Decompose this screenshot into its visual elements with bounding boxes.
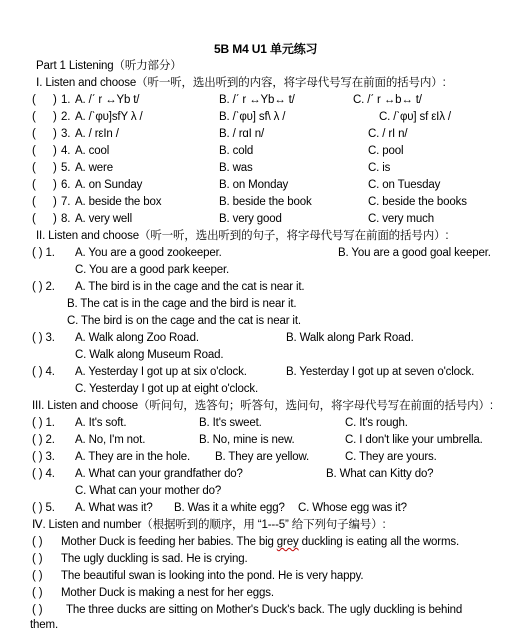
- answer-paren-open: (: [32, 128, 36, 140]
- answer-paren-close: ): [53, 162, 57, 174]
- answer-paren-open: (: [32, 111, 36, 123]
- item-number: 5.: [61, 162, 71, 174]
- sentence-5: The three ducks are sitting on Mother's Duck's back. The ugly duckling is behind: [66, 604, 463, 616]
- option-b: B. cold: [219, 145, 254, 157]
- answer-paren-open: (: [32, 145, 36, 157]
- option-c: C. /ˋφυ] sf εIλ /: [379, 111, 451, 123]
- option-c: C. beside the books: [368, 196, 467, 208]
- item-number: 6.: [61, 179, 71, 191]
- question-number: ( ) 1.: [32, 247, 55, 259]
- option-b: B. on Monday: [219, 179, 289, 191]
- answer-paren-close: ): [53, 179, 57, 191]
- answer-paren-open: (: [32, 213, 36, 225]
- option-b: B. What can Kitty do?: [326, 468, 434, 480]
- option-a: A. It's soft.: [75, 417, 127, 429]
- option-c: C. on Tuesday: [368, 179, 441, 191]
- option-c: C. Whose egg was it?: [298, 502, 407, 514]
- sentence-3: The beautiful swan is looking into the pond. He is very happy.: [61, 570, 364, 582]
- answer-paren: ( ): [32, 587, 43, 599]
- option-c: C. Yesterday I got up at eight o'clock.: [75, 383, 259, 395]
- answer-paren-open: (: [32, 196, 36, 208]
- answer-paren-close: ): [53, 94, 57, 106]
- option-c: C. You are a good park keeper.: [75, 264, 230, 276]
- answer-paren-close: ): [53, 128, 57, 140]
- option-b: B. / rɑI n/: [219, 128, 265, 140]
- option-a: A. /ˋφυ]sfY λ /: [75, 111, 143, 123]
- item-number: 8.: [61, 213, 71, 225]
- option-c: C. very much: [368, 213, 434, 225]
- question-number: ( ) 5.: [32, 502, 55, 514]
- section4-heading: Ⅳ. Listen and number（根据听到的顺序，用 “1---5” 给下列句子编号）:: [32, 519, 386, 531]
- sentence-5-continued: them.: [30, 619, 59, 631]
- answer-paren: ( ): [32, 536, 43, 548]
- option-b: B. The cat is in the cage and the bird is near it.: [67, 298, 297, 310]
- answer-paren: ( ): [32, 553, 43, 565]
- question-number: ( ) 2.: [32, 281, 55, 293]
- option-b: B. Yesterday I got up at seven o'clock.: [286, 366, 475, 378]
- option-a: A. No, I'm not.: [75, 434, 146, 446]
- option-c: C. /ˊ r ↔b↔ t/: [353, 94, 422, 106]
- sentence-2: The ugly duckling is sad. He is crying.: [61, 553, 248, 565]
- option-a: A. on Sunday: [75, 179, 143, 191]
- option-a: A. cool: [75, 145, 110, 157]
- question-number: ( ) 3.: [32, 451, 55, 463]
- option-b: B. It's sweet.: [199, 417, 262, 429]
- option-b: B. No, mine is new.: [199, 434, 295, 446]
- option-b: B. They are yellow.: [215, 451, 310, 463]
- item-number: 7.: [61, 196, 71, 208]
- option-b: B. beside the book: [219, 196, 312, 208]
- item-number: 4.: [61, 145, 71, 157]
- option-a: A. Walk along Zoo Road.: [75, 332, 199, 344]
- answer-paren-open: (: [32, 162, 36, 174]
- option-b: B. Walk along Park Road.: [286, 332, 414, 344]
- section1-heading: Ⅰ. Listen and choose（听一听，选出听到的内容，将字母代号写在前面的括号内）:: [36, 77, 446, 89]
- option-b: B. You are a good goal keeper.: [338, 247, 491, 259]
- option-a: A. What can your grandfather do?: [75, 468, 243, 480]
- sentence-4: Mother Duck is making a nest for her eggs.: [61, 587, 274, 599]
- option-b: B. Was it a white egg?: [174, 502, 285, 514]
- answer-paren: ( ): [32, 570, 43, 582]
- option-c: C. pool: [368, 145, 404, 157]
- question-number: ( ) 4.: [32, 468, 55, 480]
- option-b: B. /ˊ r ↔Yb↔ t/: [219, 94, 295, 106]
- part1-heading: Part 1 Listening（听力部分）: [36, 60, 182, 72]
- option-b: B. very good: [219, 213, 282, 225]
- question-number: ( ) 3.: [32, 332, 55, 344]
- option-a: A. were: [75, 162, 113, 174]
- question-number: ( ) 1.: [32, 417, 55, 429]
- option-a: A. very well: [75, 213, 132, 225]
- section3-heading: III. Listen and choose（听问句，选答句；听答句，选问句，将字母代号写在前面的括号内）:: [32, 400, 493, 412]
- sentence-1-end: duckling is eating all the worms.: [298, 536, 460, 548]
- item-number: 1.: [61, 94, 71, 106]
- page-title: 5B M4 U1 单元练习: [214, 42, 318, 56]
- option-a: A. What was it?: [75, 502, 153, 514]
- option-a: A. beside the box: [75, 196, 162, 208]
- answer-paren-close: ): [53, 145, 57, 157]
- option-b: B. was: [219, 162, 253, 174]
- option-c: C. They are yours.: [345, 451, 437, 463]
- answer-paren-open: (: [32, 94, 36, 106]
- option-c: C. / rI n/: [368, 128, 408, 140]
- sentence-1: [61, 535, 459, 549]
- section2-heading: II. Listen and choose（听一听，选出听到的句子，将字母代号写在前面的括号内）:: [36, 230, 449, 242]
- option-c: C. Walk along Museum Road.: [75, 349, 224, 361]
- option-a: A. You are a good zookeeper.: [75, 247, 222, 259]
- question-number: ( ) 2.: [32, 434, 55, 446]
- question-number: ( ) 4.: [32, 366, 55, 378]
- option-a: A. Yesterday I got up at six o'clock.: [75, 366, 247, 378]
- answer-paren-close: ): [53, 111, 57, 123]
- answer-paren-close: ): [53, 196, 57, 208]
- option-c: C. What can your mother do?: [75, 485, 222, 497]
- spellcheck-word: grey: [276, 536, 299, 548]
- option-b: B. /ˋφυ] sf\ λ /: [219, 111, 286, 123]
- answer-paren: ( ): [32, 604, 43, 616]
- option-a: A. /ˊ r ↔Yb t/: [75, 94, 140, 106]
- sentence-1-start: Mother Duck is feeding her babies. The big: [61, 536, 277, 548]
- option-c: C. It's rough.: [345, 417, 408, 429]
- option-a: A. They are in the hole.: [75, 451, 191, 463]
- option-a: A. The bird is in the cage and the cat is near it.: [75, 281, 305, 293]
- answer-paren-close: ): [53, 213, 57, 225]
- option-c: C. I don't like your umbrella.: [345, 434, 483, 446]
- item-number: 2.: [61, 111, 71, 123]
- option-a: A. / rεIn /: [75, 128, 119, 140]
- item-number: 3.: [61, 128, 71, 140]
- answer-paren-open: (: [32, 179, 36, 191]
- option-c: C. The bird is on the cage and the cat is near it.: [67, 315, 301, 327]
- option-c: C. is: [368, 162, 391, 174]
